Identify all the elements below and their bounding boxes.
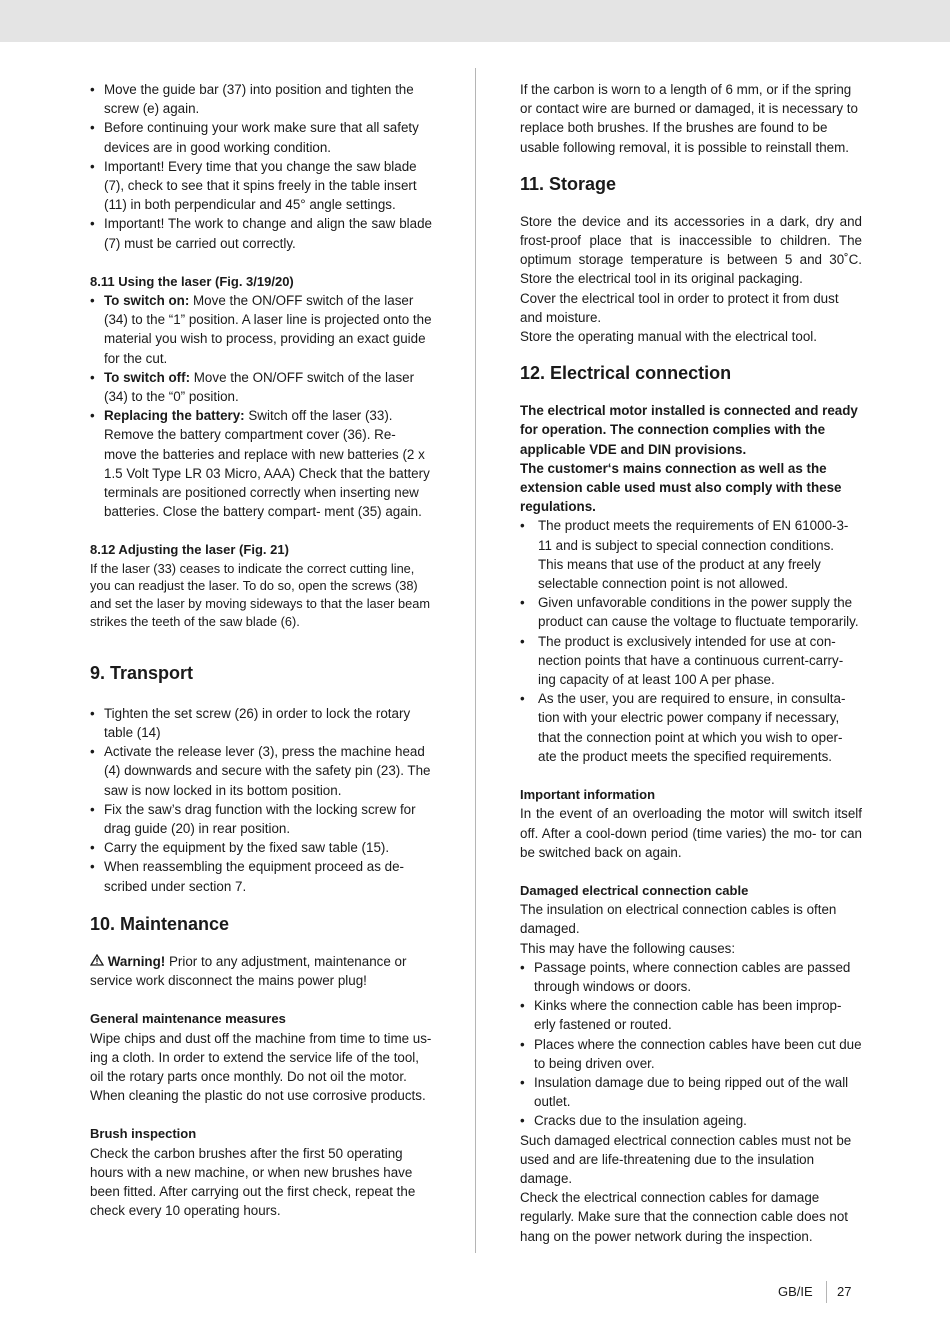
storage-text: Store the device and its accessories in a dark, dry and frost-proof place that is inaccessible to children. The optimum storage temperature is between 5 and 30˚C. Store the electrical tool in its original packaging. xyxy=(520,213,862,287)
brush-text: Check the carbon brushes after the first 50 operating hours with a new machine, or when new brushes have been fitted. After carrying out the first check, repeat the check every 10 operating hours. xyxy=(90,1145,416,1219)
maintenance-heading: 10. Maintenance xyxy=(90,913,230,934)
electrical-heading: 12. Electrical connection xyxy=(520,363,732,384)
list-item: • Before continuing your work make sure that all safety devices are in good working condition. xyxy=(90,118,432,156)
list-item: • The product meets the requirements of EN 61000-3-11 and is subject to special connection conditions. This means that use of the product at any freely selectable connection point is not allowed. xyxy=(520,516,862,593)
general-maintenance-heading: General maintenance measures xyxy=(90,1011,286,1027)
list-item: • Passage points, where connection cables are passed through windows or doors. xyxy=(520,958,862,996)
list-item: • Tighten the set screw (26) in order to lock the rotary table (14) xyxy=(90,704,432,742)
region-code: GB/IE xyxy=(778,1284,813,1299)
laser-heading: 8.11 Using the laser (Fig. 3/19/20) xyxy=(90,273,294,289)
list-item: • Move the guide bar (37) into position and tighten the screw (e) again. xyxy=(90,80,432,118)
intro-list xyxy=(90,80,432,253)
list-item: • Carry the equipment by the fixed saw table (15). xyxy=(90,838,432,857)
footer-divider xyxy=(826,1281,827,1303)
warning-text: Prior to any adjustment, maintenance or service work disconnect the mains power plug! xyxy=(90,953,407,989)
damaged-cable-text2: This may have the following causes: xyxy=(520,940,736,956)
list-item: • Important! The work to change and align the saw blade (7) must be carried out correctly. xyxy=(90,214,432,252)
brush-heading: Brush inspection xyxy=(90,1126,197,1142)
top-banner xyxy=(0,0,950,42)
page-number: 27 xyxy=(837,1284,852,1299)
list-item: • Fix the saw’s drag function with the locking screw for drag guide (20) in rear position. xyxy=(90,800,432,838)
warning-triangle-icon xyxy=(90,952,104,971)
damaged-cable-heading: Damaged electrical connection cable xyxy=(520,882,749,898)
left-column xyxy=(90,80,432,1220)
list-item: • Important! Every time that you change the saw blade (7), check to see that it spins freely in the table insert (11) in both perpendicular and 45° angle settings. xyxy=(90,157,432,215)
list-item: • Places where the connection cables have been cut due to being driven over. xyxy=(520,1035,862,1073)
general-maintenance-text: Wipe chips and dust off the machine from time to time us- ing a cloth. In order to extend the service life of the tool, oil the rotary parts once monthly. Do not oil the motor. xyxy=(90,1030,432,1084)
storage-text2: Cover the electrical tool in order to protect it from dust and moisture. xyxy=(520,290,839,325)
list-item xyxy=(90,368,432,406)
list-item: • Given unfavorable conditions in the power supply the product can cause the voltage to fluctuate temporarily. xyxy=(520,593,862,631)
electrical-bold-text2: The customer‘s mains connection as well as the extension cable used must also comply with these regulations. xyxy=(520,460,842,515)
damaged-cable-text: The insulation on electrical connection cables is often damaged. xyxy=(520,902,837,937)
list-item: • Insulation damage due to being ripped out of the wall outlet. xyxy=(520,1073,862,1111)
list-item: • When reassembling the equipment proceed as de- scribed under section 7. xyxy=(90,857,432,895)
electrical-list xyxy=(520,516,862,766)
electrical-bold-text: The electrical motor installed is connected and ready for operation. The connection complies with the applicable VDE and DIN provisions. xyxy=(520,403,858,457)
damaged-cable-list xyxy=(520,958,862,1131)
laser-list xyxy=(90,291,432,521)
damaged-cable-text4: Check the electrical connection cables for damage regularly. Make sure that the connection cable does not hang on the power network during the inspection. xyxy=(520,1190,849,1244)
transport-heading: 9. Transport xyxy=(90,662,194,683)
list-item: • Kinks where the connection cable has been improp- erly fastened or routed. xyxy=(520,996,862,1034)
damaged-cable-text3: Such damaged electrical connection cables must not be used and are life-threatening due to the insulation damage. xyxy=(520,1132,852,1186)
item-lead: To switch on: xyxy=(104,293,190,309)
warning-paragraph xyxy=(90,952,432,990)
list-item xyxy=(90,291,432,368)
list-item: • Activate the release lever (3), press the machine head (4) downwards and secure with the safety pin (23). The saw is now locked in its bottom position. xyxy=(90,742,432,800)
column-divider xyxy=(475,68,476,1253)
carbon-text: If the carbon is worn to a length of 6 mm, or if the spring or contact wire are burned or damaged, it is necessary to replace both brushes. If the brushes are found to be usable following removal, it is possible to reinstall them. xyxy=(520,82,858,155)
adjust-text: If the laser (33) ceases to indicate the correct cutting line, you can readjust the laser. To do so, open the screws (38) and set the laser by moving sideways to that the laser beam strikes the teeth of the saw blade (6). xyxy=(90,560,431,630)
list-item: • The product is exclusively intended for use at con- nection points that have a continuous current-carry- ing capacity of at least 100 A per phase. xyxy=(520,632,862,690)
general-maintenance-text2: When cleaning the plastic do not use corrosive products. xyxy=(90,1088,426,1104)
storage-text3: Store the operating manual with the electrical tool. xyxy=(520,329,817,345)
important-heading: Important information xyxy=(520,787,656,803)
item-lead: To switch off: xyxy=(104,369,191,385)
transport-list xyxy=(90,704,432,896)
item-text: Move the ON/OFF switch of the laser (34) to the “1” position. A laser line is projected onto the material you wish to process, providing an exact guide for the cut. xyxy=(104,293,432,366)
list-item xyxy=(90,406,432,521)
warning-lead: Warning! xyxy=(107,953,166,969)
storage-heading: 11. Storage xyxy=(520,173,617,194)
item-text: Move the ON/OFF switch of the laser (34) to the “0” position. xyxy=(104,369,415,405)
right-column xyxy=(520,80,862,1246)
item-lead: Replacing the battery: xyxy=(104,408,245,424)
item-text: Switch off the laser (33). Remove the battery compartment cover (36). Re- move the batteries and replace with new batteries (2 x 1.5 Volt Type LR 03 Micro, AAA) Check that the battery terminals are positioned correctly when inserting new batteries. Close the battery compart- ment (35) again. xyxy=(104,408,430,520)
list-item: • As the user, you are required to ensure, in consulta- tion with your electric power company if necessary, that the connection point at which you wish to oper- ate the product meets the specified requirements. xyxy=(520,689,862,766)
important-text: In the event of an overloading the motor will switch itself off. After a cool-down period (time varies) the mo- tor can be switched back on again. xyxy=(520,806,862,860)
adjust-heading: 8.12 Adjusting the laser (Fig. 21) xyxy=(90,542,289,558)
list-item: • Cracks due to the insulation ageing. xyxy=(520,1111,862,1130)
